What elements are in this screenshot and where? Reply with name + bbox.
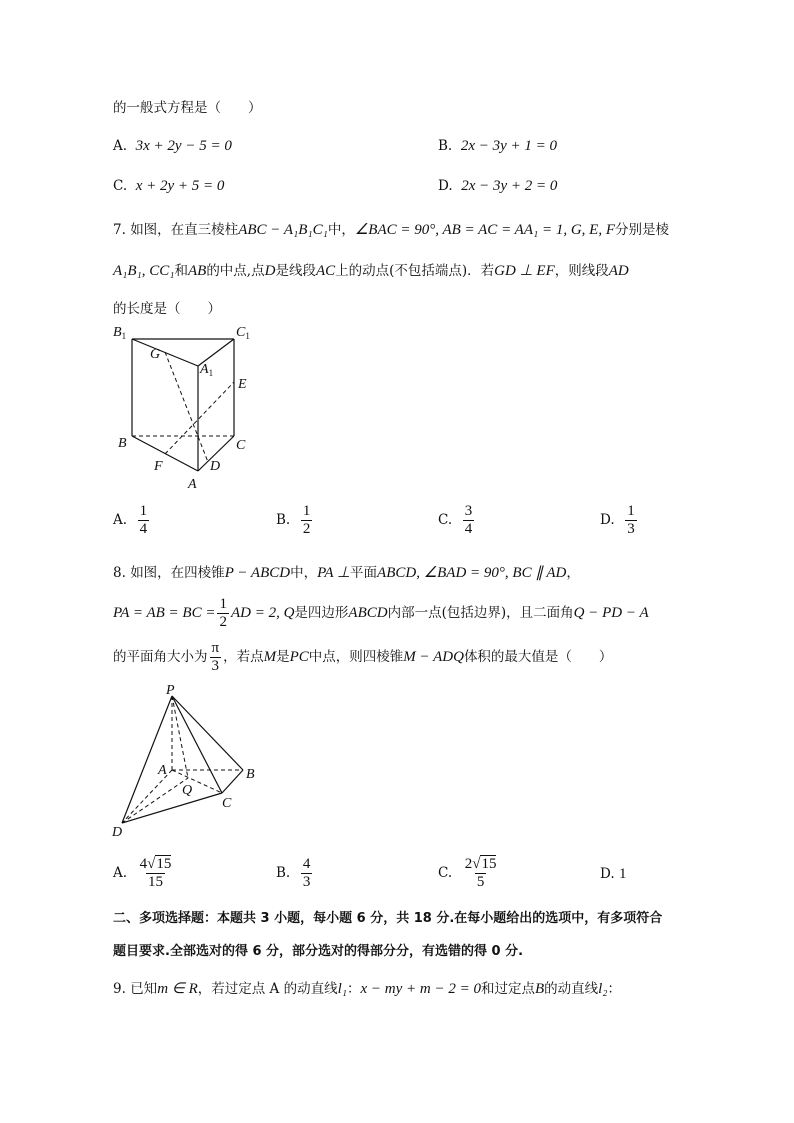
- q7-stem-line3: 的长度是（ ）: [113, 301, 221, 317]
- label-b1: $B_1$: [113, 325, 127, 341]
- edge-dc: [122, 793, 222, 823]
- segment-dq: [122, 778, 188, 823]
- q8-stem-line1: 8. 如图，在四棱锥P − ABCD中，PA ⊥平面ABCD, ∠BAD = 90°, BC ∥ AD，: [113, 565, 580, 581]
- segment-pq: [172, 696, 188, 778]
- edge-cb: [222, 770, 243, 793]
- q7-stem-line1: 7. 如图，在直三棱柱ABC − A₁B₁C₁中，∠BAC = 90°, AB = AC = AA₁ = 1, G, E, F分别是棱: [113, 222, 669, 238]
- edge-pc: [172, 696, 222, 793]
- q6-option-d[interactable]: D. 2x − 3y + 2 = 0: [438, 178, 558, 194]
- label-f: F: [154, 459, 163, 474]
- segment-fe: [165, 382, 234, 454]
- q6-option-b[interactable]: B. 2x − 3y + 1 = 0: [438, 138, 557, 154]
- edge-ac: [172, 770, 222, 793]
- label-q: Q: [182, 783, 193, 798]
- label-e: E: [238, 377, 247, 392]
- label-b: B: [246, 767, 255, 782]
- q8-stem-line2: PA = AB = BC = $\frac{1}{2}$ AD = 2, Q是四边形ABCD内部一点(包括边界)，且二面角Q − PD − A: [113, 596, 649, 630]
- edge-pb: [172, 696, 243, 770]
- q8-option-d[interactable]: D. 1: [600, 866, 627, 882]
- section2-instructions-line1: 二、多项选择题：本题共 3 小题，每小题 6 分，共 18 分.在每小题给出的选项中，有多项符合: [113, 911, 663, 926]
- q8-option-a[interactable]: A. $\frac{4√15}{15}$: [113, 856, 172, 890]
- label-d: D: [210, 459, 221, 474]
- label-c: C: [236, 438, 246, 453]
- q6-option-c[interactable]: C. x + 2y + 5 = 0: [113, 178, 225, 194]
- q7-stem-line2: A₁B₁, CC₁和AB的中点,点D是线段AC上的动点(不包括端点)．若GD ⊥ EF，则线段AD: [113, 263, 629, 279]
- label-d: D: [112, 825, 123, 840]
- q6-option-a[interactable]: A. 3x + 2y − 5 = 0: [113, 138, 232, 154]
- q9-stem-line1: 9. 已知m ∈ R，若过定点 A 的动直线l₁：x − my + m − 2 = 0和过定点B的动直线l₂：: [113, 981, 622, 997]
- label-a: A: [188, 477, 197, 492]
- label-a: A: [158, 763, 167, 778]
- section2-instructions-line2: 题目要求.全部选对的得 6 分，部分选对的得部分分，有选错的得 0 分.: [113, 944, 524, 959]
- q8-stem-line3: 的平面角大小为 $\frac{\pi}{3}$ ，若点M是PC中点，则四棱锥M − ADQ体积的最大值是（ ）: [113, 640, 613, 674]
- label-b: B: [118, 436, 127, 451]
- label-g: G: [150, 347, 161, 362]
- q7-option-a[interactable]: A. $\frac{1}{4}$: [113, 503, 148, 537]
- label-p: P: [166, 683, 175, 698]
- q8-option-b[interactable]: B. $\frac{4}{3}$: [276, 856, 311, 890]
- q7-option-c[interactable]: C. $\frac{3}{4}$: [438, 503, 473, 537]
- q8-option-c[interactable]: C. $\frac{2√15}{5}$: [438, 856, 497, 890]
- label-c: C: [222, 796, 232, 811]
- q6-stem: 的一般式方程是（ ）: [113, 100, 262, 116]
- q7-prism-figure: [108, 318, 268, 493]
- label-c1: $C_1$: [236, 325, 250, 341]
- q8-pyramid-figure: [108, 680, 268, 840]
- label-a1: $A_1$: [200, 362, 214, 378]
- q7-option-d[interactable]: D. $\frac{1}{3}$: [600, 503, 635, 537]
- q7-option-b[interactable]: B. $\frac{1}{2}$: [276, 503, 311, 537]
- edge-pd: [122, 696, 172, 823]
